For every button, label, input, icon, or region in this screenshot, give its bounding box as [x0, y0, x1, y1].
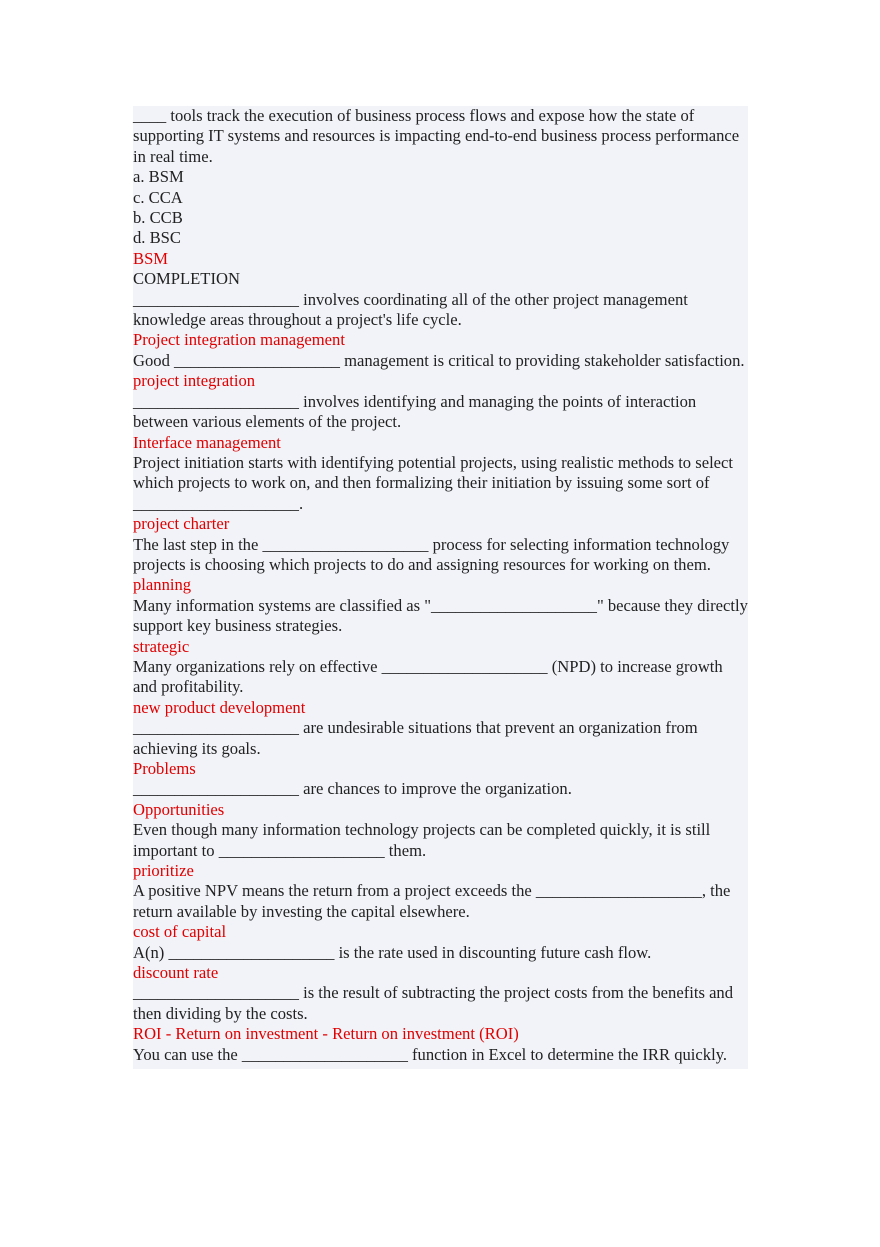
- answer-9: Opportunities: [133, 799, 225, 819]
- answer-6: strategic: [133, 636, 190, 656]
- question-12: A(n) ____________________ is the rate used in discounting future cash flow.: [133, 942, 652, 962]
- question-5: The last step in the ____________________ process for selecting information technology projects is choosing which projects to do and assigning resources for working on them.: [133, 534, 730, 574]
- option-a: a. BSM: [133, 167, 184, 187]
- question-7: Many organizations rely on effective ____________________ (NPD) to increase growth and profitability.: [133, 656, 723, 697]
- question-13: ____________________ is the result of subtracting the project costs from the benefits and then dividing by the costs.: [133, 983, 734, 1023]
- answer-13: ROI - Return on investment - Return on investment (ROI): [133, 1024, 519, 1044]
- intro-question-text: ____ tools track the execution of business process flows and expose how the state of supporting IT systems and resources is impacting end-to-end business process performance in real time.: [133, 106, 740, 166]
- answer-4: project charter: [133, 514, 230, 534]
- question-2: Good ____________________ management is critical to providing stakeholder satisfaction.: [133, 350, 745, 370]
- answer-1: Project integration management: [133, 330, 345, 350]
- option-c: c. CCA: [133, 187, 183, 207]
- question-8: ____________________ are undesirable situations that prevent an organization from achieving its goals.: [133, 718, 698, 758]
- answer-2: project integration: [133, 371, 256, 391]
- question-10: Even though many information technology projects can be completed quickly, it is still important to ____________________ them.: [133, 820, 711, 860]
- answer-11: cost of capital: [133, 922, 227, 942]
- option-b: b. CCB: [133, 208, 183, 228]
- option-d: d. BSC: [133, 228, 181, 248]
- answer-7: new product development: [133, 697, 306, 717]
- answer-8: Problems: [133, 759, 196, 778]
- answer-3: Interface management: [133, 432, 281, 452]
- answer-5: planning: [133, 575, 192, 595]
- question-9: ____________________ are chances to improve the organization.: [133, 779, 572, 799]
- question-1: ____________________ involves coordinating all of the other project management knowledge areas throughout a project's life cycle.: [133, 289, 688, 330]
- section-heading: COMPLETION: [133, 269, 240, 289]
- question-4: Project initiation starts with identifying potential projects, using realistic methods to select which projects to work on, and then formalizing their initiation by issuing some sort of ____________________.: [133, 452, 734, 513]
- intro-answer: BSM: [133, 248, 169, 268]
- document-body: [133, 106, 748, 1069]
- question-3: ____________________ involves identifying and managing the points of interaction between various elements of the project.: [133, 391, 697, 432]
- question-11: A positive NPV means the return from a project exceeds the ____________________, the return available by investing the capital elsewhere.: [133, 881, 731, 921]
- answer-10: prioritize: [133, 861, 194, 881]
- answer-12: discount rate: [133, 963, 219, 983]
- question-14: You can use the ____________________ function in Excel to determine the IRR quickly.: [133, 1044, 728, 1064]
- question-6: Many information systems are classified as "____________________" because they directly support key business strategies.: [133, 595, 748, 636]
